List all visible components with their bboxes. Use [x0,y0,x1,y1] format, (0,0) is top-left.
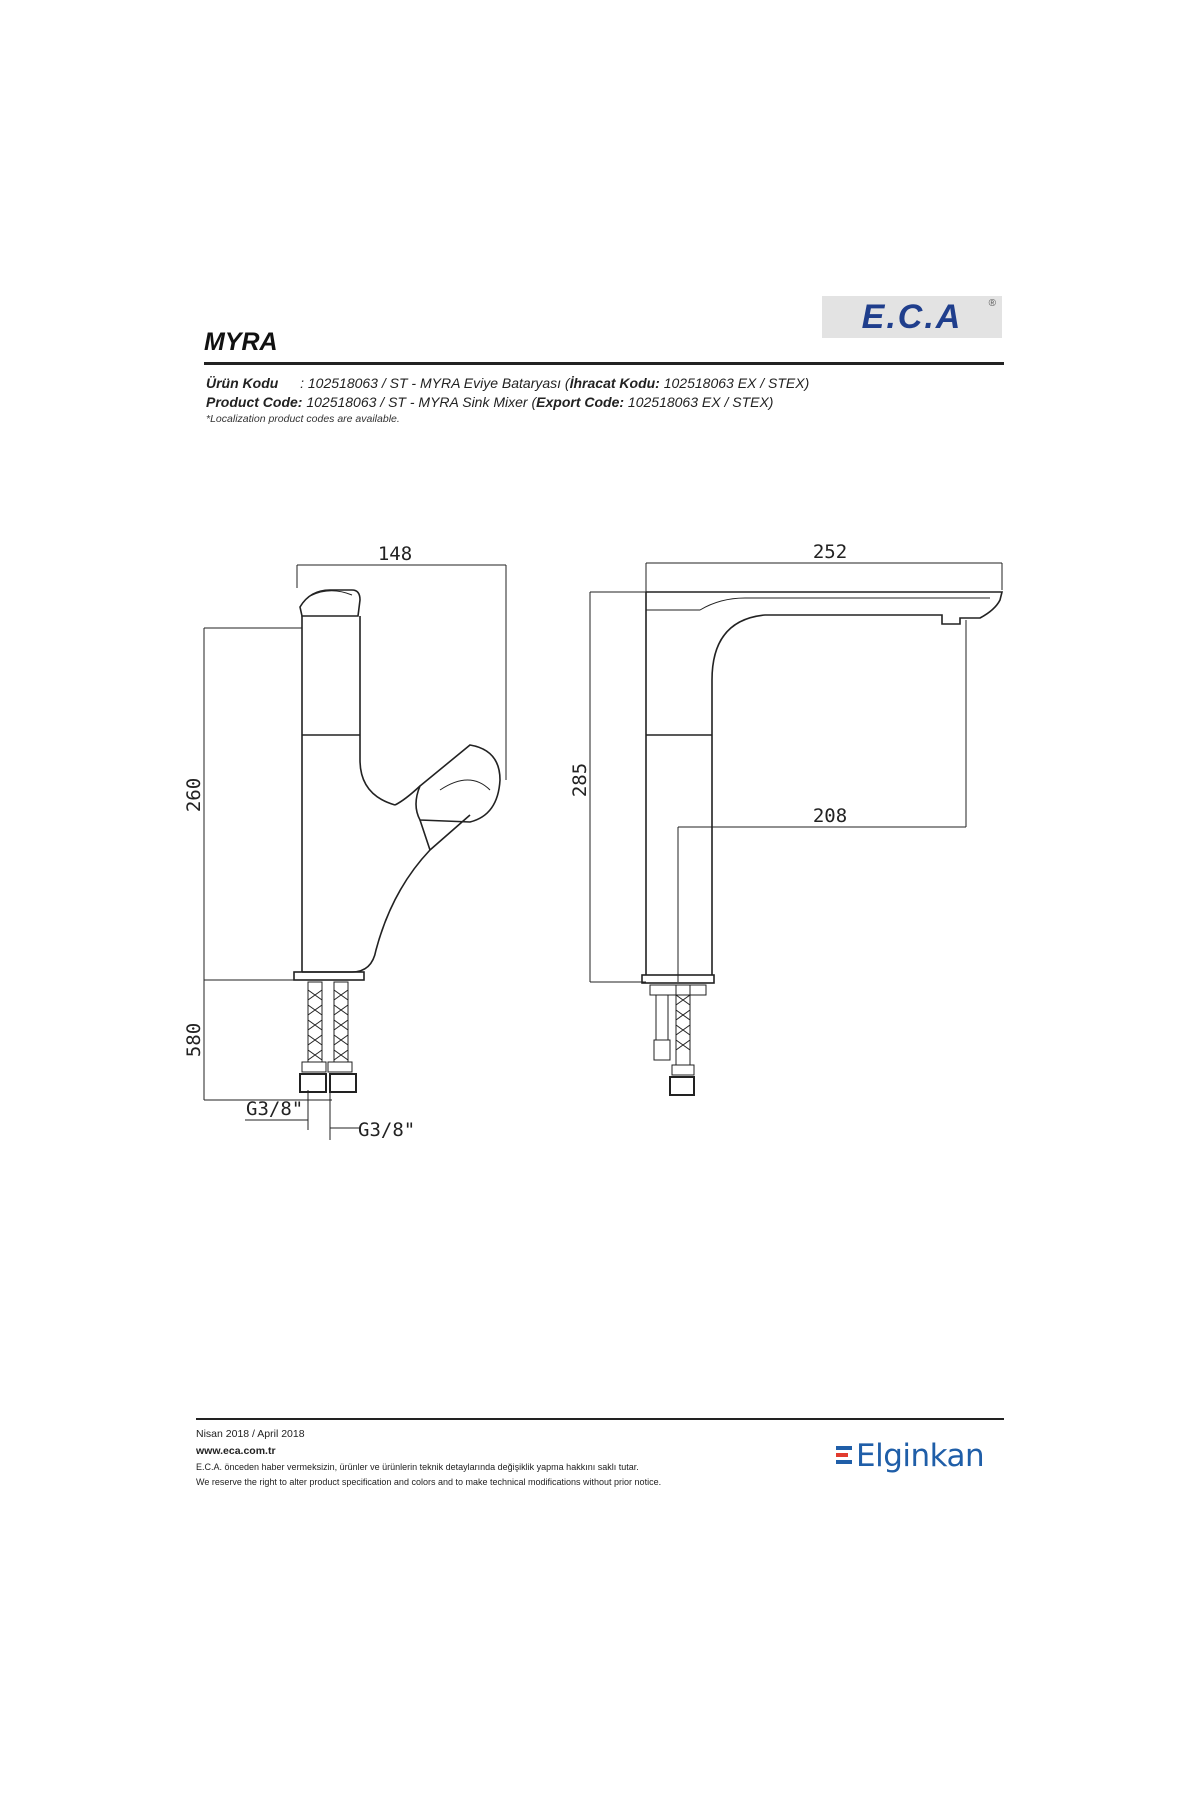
product-code-tr-value: : 102518063 / ST - MYRA Eviye Bataryası ( [300,375,570,391]
lever-cap [300,590,360,616]
dim-label-580: 580 [183,1022,205,1058]
side-handle [416,745,500,822]
dim-label-252: 252 [812,541,848,563]
registered-mark-icon: ® [988,298,996,309]
header-divider [204,362,1004,365]
eca-logo [822,296,1002,338]
mixer-body [302,616,395,972]
elginkan-mark-icon [836,1446,852,1468]
footer-date: Nisan 2018 / April 2018 [196,1428,305,1440]
export-code-tr-value: 102518063 EX / STEX) [659,375,810,391]
flex-hoses [300,982,356,1092]
thread-label-left: G3/8" [246,1098,304,1120]
dim-label-208: 208 [812,805,848,827]
export-code-tr-label: İhracat Kodu: [569,375,660,391]
spout [646,592,1002,975]
footer-disclaimer-en: We reserve the right to alter product specification and colors and to make technical modifications without prior notice. [196,1477,662,1487]
product-code-tr [206,375,809,391]
footer-website-link[interactable]: www.eca.com.tr [196,1445,276,1457]
export-code-en-value: 102518063 EX / STEX) [624,394,774,410]
localization-note: *Localization product codes are available. [206,413,400,425]
product-code-en [206,394,773,410]
side-fittings [650,985,706,1095]
dim-label-285: 285 [569,762,591,798]
mixer-base [294,972,364,980]
product-code-en-value: 102518063 / ST - MYRA Sink Mixer ( [302,394,537,410]
front-view [183,543,506,1141]
eca-logo-text: E.C.A [861,298,963,336]
elginkan-logo-text: Elginkan [856,1438,985,1474]
product-code-tr-label: Ürün Kodu [206,375,279,391]
product-code-en-label: Product Code: [206,394,303,410]
footer-disclaimer-tr: E.C.A. önceden haber vermeksizin, ürünler ve ürünlerin teknik detaylarında değişiklik yapma hakkını saklı tutar. [196,1462,639,1472]
export-code-en-label: Export Code: [536,394,625,410]
dim-label-148: 148 [377,543,413,565]
product-title: MYRA [204,328,278,356]
side-view [569,541,1002,1095]
technical-drawing [0,520,1200,1160]
elginkan-logo [836,1436,1006,1480]
thread-label-right: G3/8" [358,1119,416,1141]
footer-divider [196,1418,1004,1420]
dim-label-260: 260 [183,777,205,813]
